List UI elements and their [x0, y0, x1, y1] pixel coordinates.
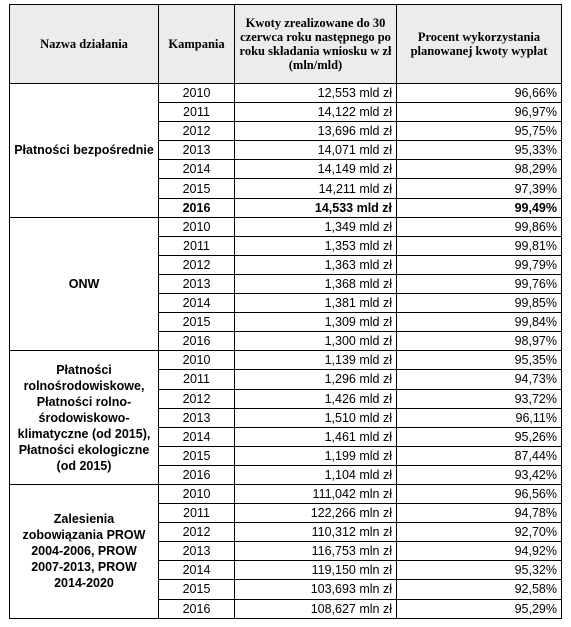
percent-cell: 93,72%: [397, 389, 562, 408]
year-cell: 2015: [159, 179, 235, 198]
amount-cell: 1,381 mld zł: [235, 294, 397, 313]
amount-cell: 1,139 mld zł: [235, 351, 397, 370]
percent-cell: 94,78%: [397, 504, 562, 523]
amount-cell: 14,071 mld zł: [235, 141, 397, 160]
percent-cell: 94,73%: [397, 370, 562, 389]
year-cell: 2016: [159, 332, 235, 351]
percent-cell: 95,35%: [397, 351, 562, 370]
amount-cell: 13,696 mld zł: [235, 122, 397, 141]
year-cell: 2013: [159, 408, 235, 427]
percent-cell: 96,97%: [397, 103, 562, 122]
year-cell: 2015: [159, 580, 235, 599]
percent-cell: 99,49%: [397, 198, 562, 217]
percent-cell: 87,44%: [397, 446, 562, 465]
year-cell: 2011: [159, 236, 235, 255]
year-cell: 2011: [159, 103, 235, 122]
amount-cell: 14,211 mld zł: [235, 179, 397, 198]
percent-cell: 92,70%: [397, 523, 562, 542]
year-cell: 2015: [159, 313, 235, 332]
amount-cell: 116,753 mln zł: [235, 542, 397, 561]
percent-cell: 94,92%: [397, 542, 562, 561]
year-cell: 2016: [159, 465, 235, 484]
percent-cell: 96,11%: [397, 408, 562, 427]
action-name-cell: Zalesienia zobowiązania PROW 2004-2006, PROW 2007-2013, PROW 2014-2020: [10, 484, 159, 618]
amount-cell: 1,426 mld zł: [235, 389, 397, 408]
table-row: [10, 484, 562, 503]
year-cell: 2014: [159, 294, 235, 313]
amount-cell: 1,309 mld zł: [235, 313, 397, 332]
amount-cell: 1,296 mld zł: [235, 370, 397, 389]
table-body: [10, 84, 562, 619]
year-cell: 2013: [159, 141, 235, 160]
header-percent: Procent wykorzystania planowanej kwoty wypłat: [397, 5, 562, 84]
amount-cell: 14,533 mld zł: [235, 198, 397, 217]
percent-cell: 99,79%: [397, 255, 562, 274]
action-name-cell: Płatności rolnośrodowiskowe, Płatności rolno-środowiskowo-klimatyczne (od 2015), Płatności ekologiczne (od 2015): [10, 351, 159, 485]
amount-cell: 119,150 mln zł: [235, 561, 397, 580]
percent-cell: 95,26%: [397, 427, 562, 446]
percent-cell: 96,66%: [397, 84, 562, 103]
header-row: [10, 5, 562, 84]
amount-cell: 108,627 mln zł: [235, 599, 397, 618]
amount-cell: 1,353 mld zł: [235, 236, 397, 255]
percent-cell: 95,75%: [397, 122, 562, 141]
header-amount: Kwoty zrealizowane do 30 czerwca roku następnego po roku składania wniosku w zł (mln/mld): [235, 5, 397, 84]
amount-cell: 14,149 mld zł: [235, 160, 397, 179]
year-cell: 2012: [159, 255, 235, 274]
year-cell: 2010: [159, 84, 235, 103]
year-cell: 2013: [159, 542, 235, 561]
year-cell: 2015: [159, 446, 235, 465]
year-cell: 2014: [159, 160, 235, 179]
amount-cell: 14,122 mld zł: [235, 103, 397, 122]
action-name-cell: Płatności bezpośrednie: [10, 84, 159, 218]
percent-cell: 93,42%: [397, 465, 562, 484]
table-row: [10, 351, 562, 370]
amount-cell: 122,266 mln zł: [235, 504, 397, 523]
year-cell: 2013: [159, 274, 235, 293]
percent-cell: 99,76%: [397, 274, 562, 293]
amount-cell: 1,349 mld zł: [235, 217, 397, 236]
percent-cell: 99,85%: [397, 294, 562, 313]
percent-cell: 95,29%: [397, 599, 562, 618]
amount-cell: 103,693 mln zł: [235, 580, 397, 599]
year-cell: 2012: [159, 122, 235, 141]
amount-cell: 1,368 mld zł: [235, 274, 397, 293]
header-action: Nazwa działania: [10, 5, 159, 84]
amount-cell: 12,553 mld zł: [235, 84, 397, 103]
percent-cell: 98,97%: [397, 332, 562, 351]
year-cell: 2012: [159, 389, 235, 408]
amount-cell: 110,312 mln zł: [235, 523, 397, 542]
year-cell: 2011: [159, 370, 235, 389]
table-row: [10, 217, 562, 236]
amount-cell: 1,510 mld zł: [235, 408, 397, 427]
header-campaign: Kampania: [159, 5, 235, 84]
percent-cell: 95,33%: [397, 141, 562, 160]
year-cell: 2010: [159, 351, 235, 370]
year-cell: 2016: [159, 198, 235, 217]
amount-cell: 111,042 mln zł: [235, 484, 397, 503]
year-cell: 2010: [159, 484, 235, 503]
percent-cell: 99,86%: [397, 217, 562, 236]
percent-cell: 92,58%: [397, 580, 562, 599]
amount-cell: 1,461 mld zł: [235, 427, 397, 446]
percent-cell: 95,32%: [397, 561, 562, 580]
percent-cell: 99,81%: [397, 236, 562, 255]
percent-cell: 97,39%: [397, 179, 562, 198]
amount-cell: 1,199 mld zł: [235, 446, 397, 465]
percent-cell: 96,56%: [397, 484, 562, 503]
year-cell: 2016: [159, 599, 235, 618]
percent-cell: 99,84%: [397, 313, 562, 332]
year-cell: 2010: [159, 217, 235, 236]
action-name-cell: ONW: [10, 217, 159, 351]
year-cell: 2014: [159, 561, 235, 580]
table-row: [10, 84, 562, 103]
amount-cell: 1,300 mld zł: [235, 332, 397, 351]
year-cell: 2014: [159, 427, 235, 446]
amount-cell: 1,104 mld zł: [235, 465, 397, 484]
payments-table: [9, 4, 562, 619]
year-cell: 2011: [159, 504, 235, 523]
year-cell: 2012: [159, 523, 235, 542]
percent-cell: 98,29%: [397, 160, 562, 179]
amount-cell: 1,363 mld zł: [235, 255, 397, 274]
